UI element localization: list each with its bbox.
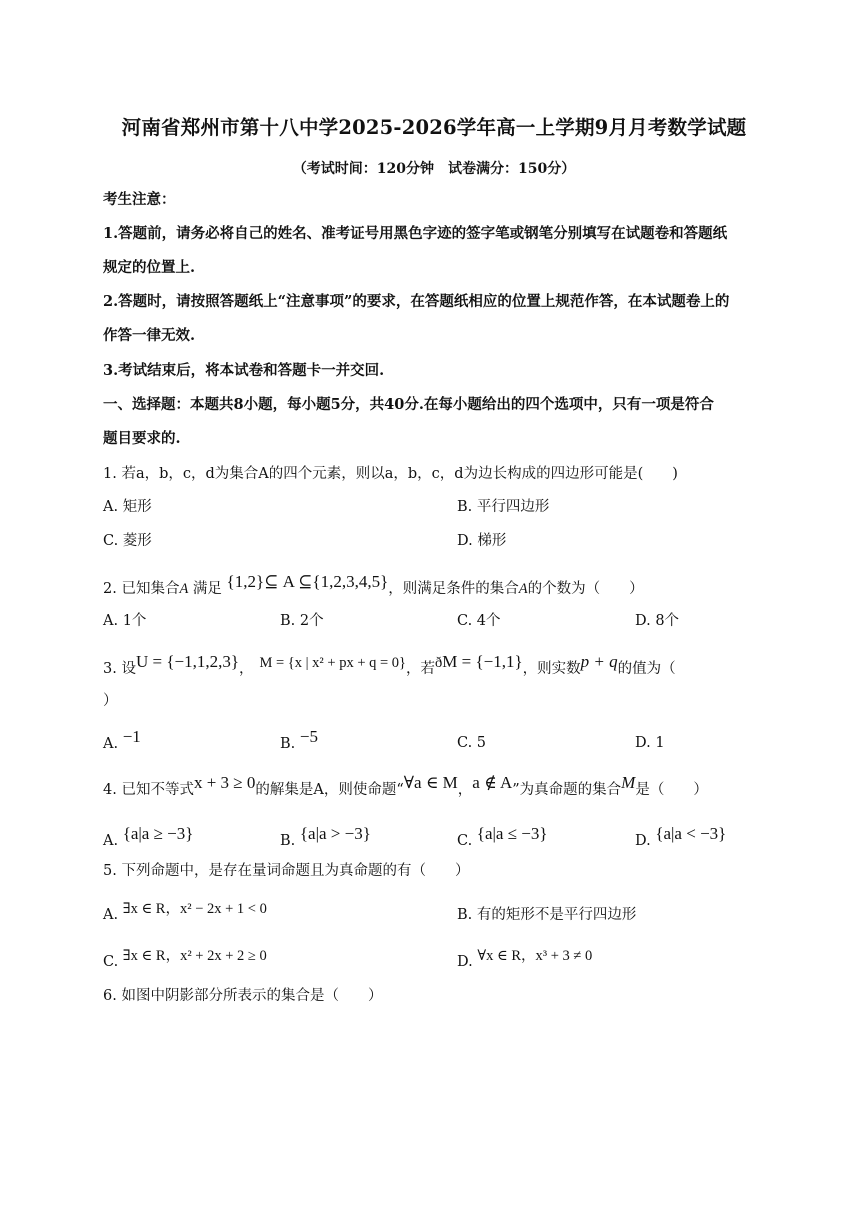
section-1-heading-line-2: 题目要求的.: [103, 430, 181, 447]
question-1-stem: 1. 若a，b，c，d为集合A的四个元素，则以a，b，c，d为边长构成的四边形可能是( ): [103, 466, 678, 482]
question-4-pre: 4. 已知不等式: [103, 782, 194, 798]
option-label: A.: [103, 907, 119, 923]
question-2-math: {1,2}⊆ A ⊆{1,2,3,4,5}: [226, 572, 389, 591]
question-3-stem-line-2: ）: [103, 693, 118, 709]
question-3-option-d: D. 1: [635, 735, 665, 751]
question-5-stem: 5. 下列命题中，是存在量词命题且为真命题的有（ ）: [103, 863, 470, 879]
section-1-heading-line-1: 一、选择题：本题共8小题，每小题5分，共40分.在每小题给出的四个选项中，只有一项是符合: [103, 396, 714, 413]
question-3-post2: 的值为（: [617, 661, 676, 677]
question-1-option-a: A. 矩形: [103, 499, 152, 515]
question-2-option-a: A. 1个: [103, 613, 147, 629]
question-3-math-pq: p + q: [580, 652, 618, 671]
option-value: {a|a ≥ −3}: [122, 824, 194, 843]
question-2-stem: [103, 572, 644, 599]
exam-info: （考试时间：120分钟 试卷满分：150分）: [292, 161, 576, 177]
option-label: D.: [635, 833, 651, 849]
notice-item-1-line-1: 1.答题前，请务必将自己的姓名、准考证号用黑色字迹的签字笔或钢笔分别填写在试题卷和答题纸: [103, 225, 728, 242]
question-3-pre: 3. 设: [103, 661, 136, 677]
option-label: C.: [457, 833, 473, 849]
option-value: ∃x ∈ R，x² − 2x + 1 < 0: [122, 901, 267, 917]
question-3-option-b: [280, 727, 318, 754]
question-4-post2: 是（ ）: [635, 782, 708, 798]
question-3-sep: ，: [238, 661, 254, 677]
question-4-mid: 的解集是A，则使命题“: [255, 782, 404, 798]
question-5-option-c: [103, 948, 267, 972]
option-label: D.: [457, 954, 473, 970]
option-label: B.: [280, 833, 296, 849]
question-4-option-b: [280, 824, 371, 851]
question-3-math-complement: M = {−1,1}: [442, 652, 523, 671]
option-value: {a|a > −3}: [299, 824, 371, 843]
question-1-option-d: D. 梯形: [457, 533, 507, 549]
option-label: B.: [280, 736, 296, 752]
question-2-option-d: D. 8个: [635, 613, 680, 629]
question-3-post: ，则实数: [522, 661, 581, 677]
question-5-option-b: B. 有的矩形不是平行四边形: [457, 907, 637, 923]
notice-heading: 考生注意：: [103, 191, 176, 208]
option-value: {a|a < −3}: [655, 824, 727, 843]
question-2-var-repeat: A: [518, 581, 528, 597]
question-5-option-d: [457, 948, 593, 972]
option-label: A.: [103, 736, 119, 752]
question-4-math-notin: a ∉ A: [472, 773, 513, 792]
option-label: C.: [103, 954, 119, 970]
option-value: ∀x ∈ R，x³ + 3 ≠ 0: [477, 948, 593, 964]
question-2-option-c: C. 4个: [457, 613, 501, 629]
option-value: ∃x ∈ R，x² + 2x + 2 ≥ 0: [122, 948, 267, 964]
question-1-option-c: C. 菱形: [103, 533, 152, 549]
notice-item-2-line-1: 2.答题时，请按照答题纸上“注意事项”的要求，在答题纸相应的位置上规范作答，在本试题卷上的: [103, 293, 730, 310]
question-3-option-a: [103, 727, 141, 754]
question-4-math-forall: ∀a ∈ M: [403, 773, 458, 792]
question-2-post2: 的个数为（ ）: [527, 581, 644, 597]
question-2-pre: 2. 已知集合: [103, 581, 180, 597]
option-value: {a|a ≤ −3}: [476, 824, 548, 843]
question-5-option-a: [103, 901, 267, 925]
question-3-complement-symbol: ð: [435, 655, 443, 671]
question-4-math-inequality: x + 3 ≥ 0: [193, 773, 256, 792]
question-4-stem: [103, 773, 708, 800]
page-title: 河南省郑州市第十八中学2025-2026学年高一上学期9月月考数学试题: [121, 116, 747, 139]
question-4-math-m: M: [621, 773, 636, 792]
question-2-option-b: B. 2个: [280, 613, 324, 629]
question-2-post: ，则满足条件的集合: [388, 581, 519, 597]
question-6-stem: 6. 如图中阴影部分所表示的集合是（ ）: [103, 988, 383, 1004]
option-value: −5: [299, 727, 318, 746]
question-3-mid: ，若: [406, 661, 436, 677]
option-value: −1: [122, 727, 141, 746]
question-3-math-u: U = {−1,1,2,3}: [135, 652, 239, 671]
question-4-sep: ，: [457, 782, 473, 798]
question-4-post: ”为真命题的集合: [512, 782, 622, 798]
question-3-option-c: C. 5: [457, 735, 487, 751]
option-label: A.: [103, 833, 119, 849]
question-3-math-m: M = {x | x² + px + q = 0}: [259, 655, 407, 671]
question-4-option-a: [103, 824, 194, 851]
question-3-stem: [103, 652, 676, 679]
question-1-option-b: B. 平行四边形: [457, 499, 550, 515]
question-4-option-d: [635, 824, 727, 851]
question-2-var: A: [179, 581, 189, 597]
notice-item-3: 3.考试结束后，将本试卷和答题卡一并交回.: [103, 362, 385, 379]
notice-item-2-line-2: 作答一律无效.: [103, 327, 196, 344]
notice-item-1-line-2: 规定的位置上.: [103, 259, 196, 276]
question-4-option-c: [457, 824, 548, 851]
question-2-mid: 满足: [188, 581, 227, 597]
